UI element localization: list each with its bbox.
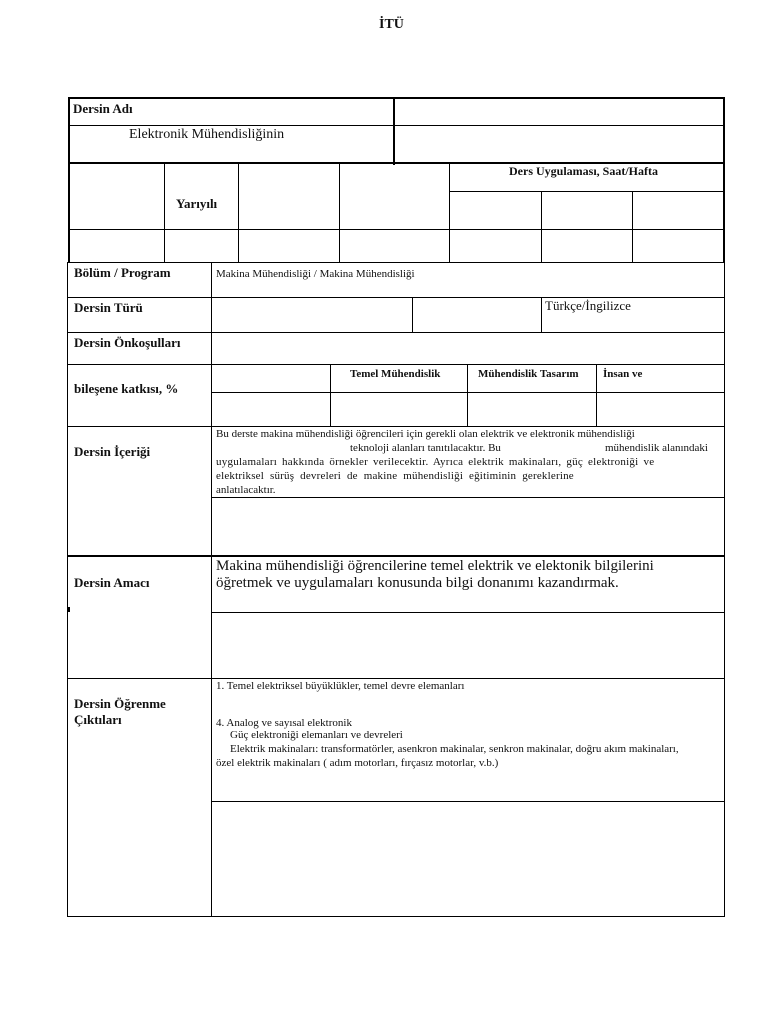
content-line-2a: teknoloji alanları tanıtılacaktır. Bu — [350, 442, 501, 454]
objective-line-1: Makina mühendisliği öğrencilerine temel elektrik ve elektonik bilgilerini — [216, 558, 654, 574]
content-line-4: elektriksel sürüş devreleri de makine mühendisliği eğitiminin gereklerine — [216, 470, 574, 482]
content-label: Dersin İçeriği — [74, 444, 151, 459]
outcome-item-1: 1. Temel elektriksel büyüklükler, temel devre elemanları — [216, 680, 465, 692]
outcomes-label-line-2: Çıktıları — [74, 712, 122, 727]
program-label: Bölüm / Program — [74, 265, 171, 280]
outcome-item-4: 4. Analog ve sayısal elektronik — [216, 717, 352, 729]
content-line-2b: mühendislik alanındaki — [605, 442, 708, 454]
course-language-value: Türkçe/İngilizce — [545, 298, 631, 313]
course-name-label: Dersin Adı — [73, 101, 133, 116]
outcome-item-5: Güç elektroniği elemanları ve devreleri — [230, 729, 403, 741]
prerequisites-label: Dersin Önkoşulları — [74, 335, 181, 350]
outcome-item-6: Elektrik makinaları: transformatörler, asenkron makinalar, senkron makinalar, doğru akım makinaları, — [230, 743, 679, 755]
contribution-col-basic-engineering: Temel Mühendislik — [350, 368, 441, 380]
content-line-3: uygulamaları hakkında örnekler verilecektir. Ayrıca elektrik makinaları, güç elektroniği ve — [216, 456, 655, 468]
content-line-5: anlatılacaktır. — [216, 484, 276, 496]
objective-label: Dersin Amacı — [74, 575, 150, 590]
semester-label: Yarıyılı — [176, 196, 218, 211]
contribution-col-humanities: İnsan ve — [603, 368, 643, 380]
content-line-1: Bu derste makina mühendisliği öğrencileri için gerekli olan elektrik ve elektronik mühendisliği — [216, 428, 635, 440]
course-name-value: Elektronik Mühendisliğinin — [129, 127, 285, 142]
objective-line-2: öğretmek ve uygulamaları konusunda bilgi donanımı kazandırmak. — [216, 575, 619, 591]
page-title: İTÜ — [379, 17, 404, 32]
weekly-hours-label: Ders Uygulaması, Saat/Hafta — [509, 164, 658, 178]
outcomes-label-line-1: Dersin Öğrenme — [74, 696, 166, 711]
contribution-col-engineering-design: Mühendislik Tasarım — [478, 368, 579, 380]
outcome-item-6b: özel elektrik makinaları ( adım motorları, fırçasız motorlar, v.b.) — [216, 757, 499, 769]
course-type-label: Dersin Türü — [74, 300, 143, 315]
contribution-label: bileşene katkısı, % — [74, 381, 179, 396]
program-value: Makina Mühendisliği / Makina Mühendisliği — [216, 268, 415, 280]
